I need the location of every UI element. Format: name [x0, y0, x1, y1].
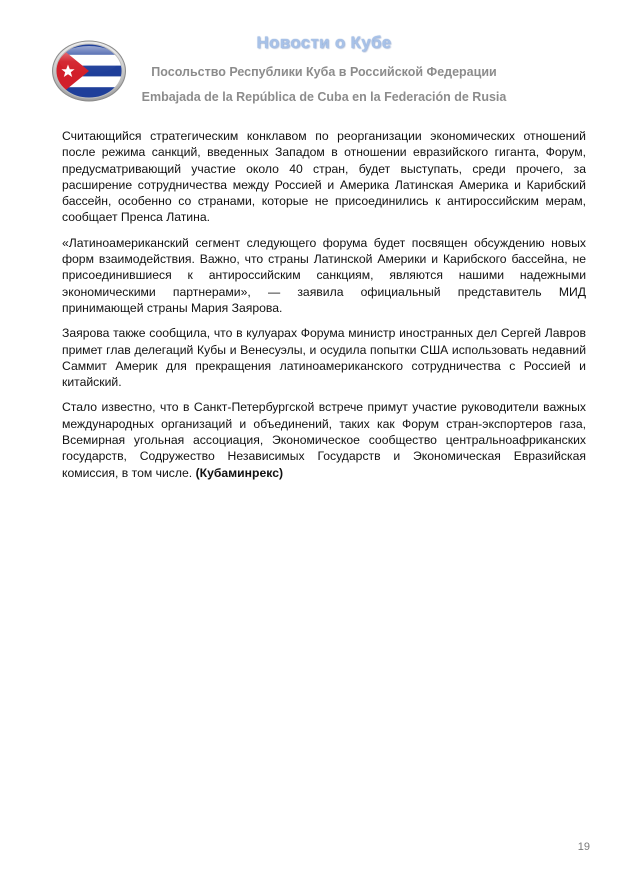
- page-title: Новости о Кубе: [256, 33, 392, 52]
- embassy-name-russian: Посольство Республики Куба в Российской Федерации: [151, 65, 497, 79]
- article-paragraph-last: [62, 399, 586, 480]
- article-source: (Кубаминрекс): [195, 465, 284, 480]
- page-number: 19: [577, 841, 590, 853]
- article-paragraph: Считающийся стратегическим конклавом по реорганизации экономических отношений после режима санкций, введенных Западом в отношении евразийского гиганта, Форум, предусматривающий участие около 40 стран, будет выступать, среди прочего, за расширение сотрудничества между Россией и Америка Латинская Америка и Карибский бассейн, особенно со странами, которые не присоединились к антироссийским мерам, сообщает Пренса Латина.: [62, 129, 586, 225]
- embassy-name-spanish: Embajada de la República de Cuba en la Federación de Rusia: [141, 90, 507, 104]
- article-paragraph: «Латиноамериканский сегмент следующего форума будет посвящен обсуждению новых форм взаимодействия. Важно, что страны Латинской Америки и Карибского бассейна, не присоединившиеся к антироссийским санкциям, являются нашими надежными экономическими партнерами», — заявила официальный представитель МИД принимающей страны Мария Заярова.: [62, 235, 586, 315]
- page-header: [0, 0, 629, 120]
- article-paragraph-text: Стало известно, что в Санкт-Петербургской встрече примут участие руководители важных международных организаций и объединений, таких как Форум стран-экспортеров газа, Всемирная угольная ассоциация, Экономическое сообщество центральноафриканских государств, Содружество Независимых Государств и Экономическая Евразийская комиссия, в том числе.: [62, 400, 586, 480]
- article-body: [62, 128, 586, 490]
- article-paragraph: Заярова также сообщила, что в кулуарах Форума министр иностранных дел Сергей Лавров примет глав делегаций Кубы и Венесуэлы, и осудила попытки США использовать недавний Саммит Америк для прекращения латиноамериканского сотрудничества с Россией и китайский.: [62, 326, 586, 390]
